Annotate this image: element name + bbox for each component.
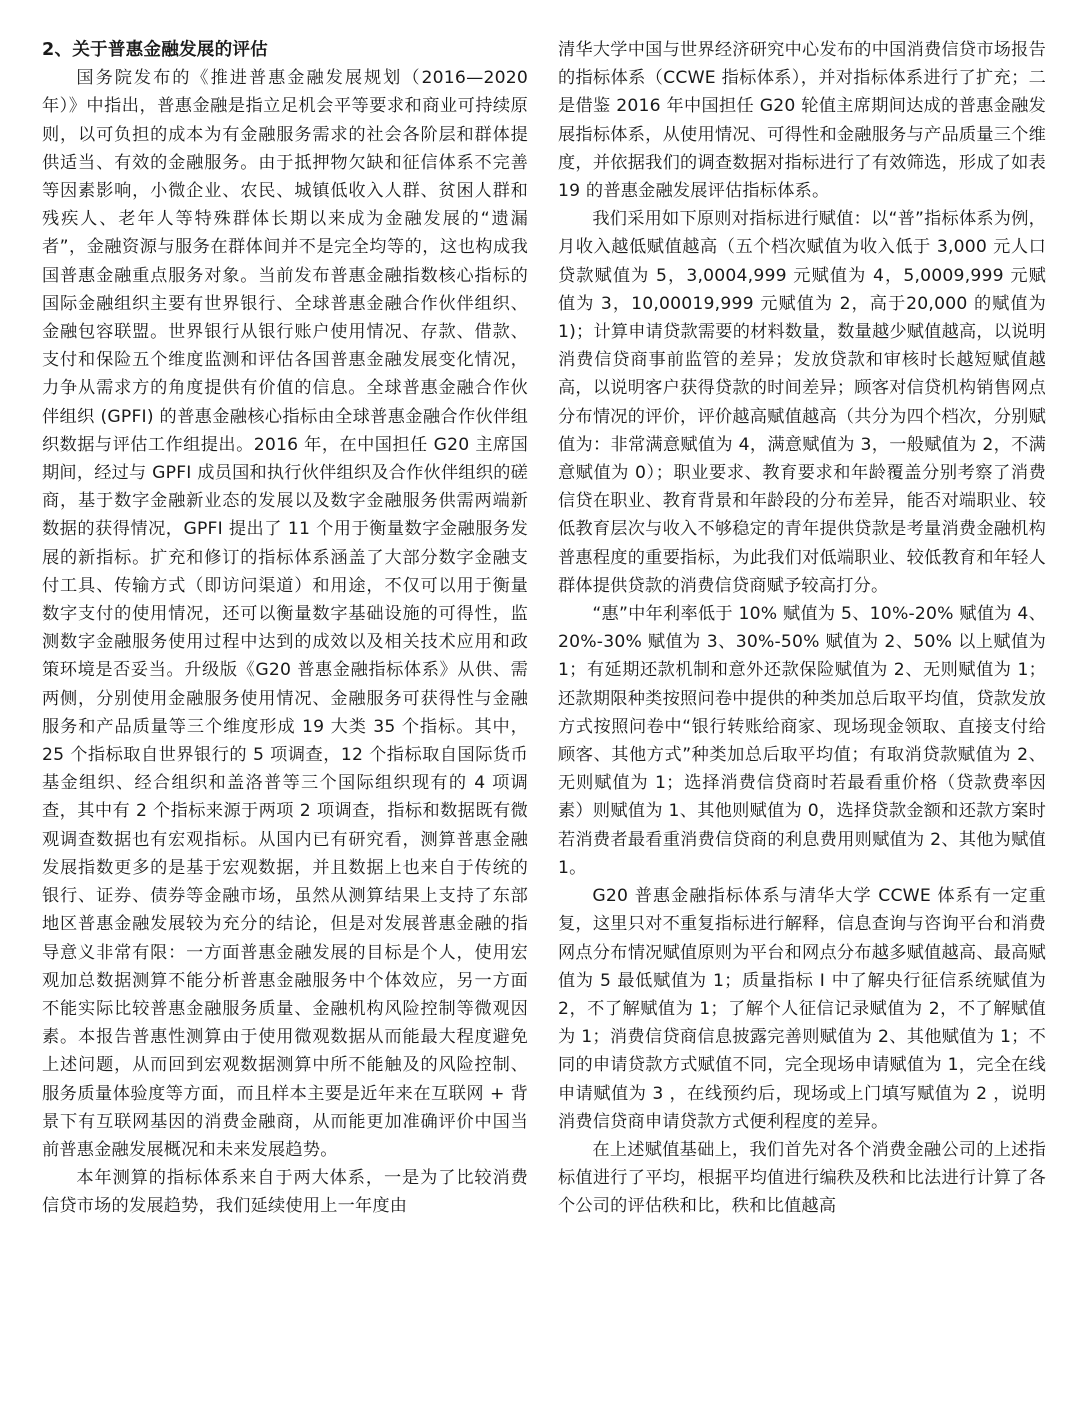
paragraph-pu-assignment: 我们采用如下原则对指标进行赋值：以“普”指标体系为例，月收入越低赋值越高（五个档次赋值为收入低于 3,000 元人口贷款赋值为 5，3,0004,999 元赋值为 4，5,0009,999 元赋值为 3，10,00019,999 元赋值为 2，高于20,000 的赋值为1)；计算申请贷款需要的材料数量，数量越少赋值越高，以说明消费信贷商事前监管的差异；发放贷款和审核时长越短赋值越高，以说明客户获得贷款的时间差异；顾客对信贷机构销售网点分布情况的评价，评价越高赋值越高（共分为四个档次，分别赋值为：非常满意赋值为 4，满意赋值为 3，一般赋值为 2，不满意赋值为 0）；职业要求、教育要求和年龄覆盖分别考察了消费信贷在职业、教育背景和年龄段的分布差异，能否对端职业、较低教育层次与收入不够稳定的青年提供贷款是考量消费金融机构普惠程度的重要指标，为此我们对低端职业、较低教育和年轻人群体提供贷款的消费信贷商赋予较高打分。 (558, 209, 1046, 596)
paragraph-indicator-system-intro: 本年测算的指标体系来自于两大体系，一是为了比较消费信贷市场的发展趋势，我们延续使用上一年度由 (42, 1168, 528, 1217)
paragraph-indicator-system-continued: 清华大学中国与世界经济研究中心发布的中国消费信贷市场报告的指标体系（CCWE 指标体系），并对指标体系进行了扩充；二是借鉴 2016 年中国担任 G20 轮值主席期间达成的普惠金融发展指标体系，从使用情况、可得性和金融服务与产品质量三个维度，并依据我们的调查数据对指标进行了有效筛选，形成了如表 19 的普惠金融发展评估指标体系。 (558, 40, 1046, 202)
paragraph-rank-sum-ratio: 在上述赋值基础上，我们首先对各个消费金融公司的上述指标值进行了平均，根据平均值进行编秩及秩和比法进行计算了各个公司的评估秩和比，秩和比值越高 (558, 1139, 1046, 1217)
section-title: 2、关于普惠金融发展的评估 (42, 40, 268, 60)
paragraph-hui-assignment: “惠”中年利率低于 10% 赋值为 5、10%-20% 赋值为 4、20%-30% 赋值为 3、30%-50% 赋值为 2、50% 以上赋值为 1；有延期还款机制和意外还款保险赋值为 2、无则赋值为 1；还款期限种类按照问卷中提供的种类加总后取平均值，贷款发放方式按照问卷中“银行转账给商家、现场现金领取、直接支付给顾客、其他方式”种类加总后取平均值；有取消贷款赋值为 2、无则赋值为 1；选择消费信贷商时若最看重价格（贷款费率因素）则赋值为 1、其他则赋值为 0，选择贷款金额和还款方案时若消费者最看重消费信贷商的利息费用则赋值为 2、其他为赋值 1。 (558, 604, 1046, 878)
right-column (558, 36, 1046, 1221)
left-column (42, 36, 528, 1221)
paragraph-inclusive-finance-intro: 国务院发布的《推进普惠金融发展规划（2016—2020 年）》中指出，普惠金融是指立足机会平等要求和商业可持续原则，以可负担的成本为有金融服务需求的社会各阶层和群体提供适当、有效的金融服务。由于抵押物欠缺和征信体系不完善等因素影响，小微企业、农民、城镇低收入人群、贫困人群和残疾人、老年人等特殊群体长期以来成为金融发展的“遗漏者”，金融资源与服务在群体间并不是完全均等的，这也构成我国普惠金融重点服务对象。当前发布普惠金融指数核心指标的国际金融组织主要有世界银行、全球普惠金融合作伙伴组织、金融包容联盟。世界银行从银行账户使用情况、存款、借款、支付和保险五个维度监测和评估各国普惠金融发展变化情况，力争从需求方的角度提供有价值的信息。全球普惠金融合作伙伴组织 (GPFI) 的普惠金融核心指标由全球普惠金融合作伙伴组织数据与评估工作组提出。2016 年，在中国担任 G20 主席国期间，经过与 GPFI 成员国和执行伙伴组织及合作伙伴组织的磋商，基于数字金融新业态的发展以及数字金融服务供需两端新数据的获得情况，GPFI 提出了 11 个用于衡量数字金融服务发展的新指标。扩充和修订的指标体系涵盖了大部分数字金融支付工具、传输方式（即访问渠道）和用途，不仅可以用于衡量数字支付的使用情况，还可以衡量数字基础设施的可得性，监测数字金融服务使用过程中达到的成效以及相关技术应用和政策环境是否妥当。升级版《G20 普惠金融指标体系》从供、需两侧，分别使用金融服务使用情况、金融服务可获得性与金融服务和产品质量等三个维度形成 19 大类 35 个指标。其中，25 个指标取自世界银行的 5 项调查，12 个指标取自国际货币基金组织、经合组织和盖洛普等三个国际组织现有的 4 项调查，其中有 2 个指标来源于两项 2 项调查，指标和数据既有微观调查数据也有宏观指标。从国内已有研究看，测算普惠金融发展指数更多的是基于宏观数据，并且数据上也来自于传统的银行、证券、债券等金融市场，虽然从测算结果上支持了东部地区普惠金融发展较为充分的结论，但是对发展普惠金融的指导意义非常有限：一方面普惠金融发展的目标是个人，使用宏观加总数据测算不能分析普惠金融服务中个体效应，另一方面不能实际比较普惠金融服务质量、金融机构风险控制等微观因素。本报告普惠性测算由于使用微观数据从而能最大程度避免上述问题，从而回到宏观数据测算中所不能触及的风险控制、服务质量体验度等方面，而且样本主要是近年来在互联网 + 背景下有互联网基因的消费金融商，从而能更加准确评价中国当前普惠金融发展概况和未来发展趋势。 (42, 68, 528, 1160)
paragraph-g20-ccwe: G20 普惠金融指标体系与清华大学 CCWE 体系有一定重复，这里只对不重复指标进行解释，信息查询与咨询平台和消费网点分布情况赋值原则为平台和网点分布越多赋值越高、最高赋值为 5 最低赋值为 1；质量指标 Ⅰ 中了解央行征信系统赋值为 2，不了解赋值为 1；了解个人征信记录赋值为 2，不了解赋值为 1；消费信贷商信息披露完善则赋值为 2、其他赋值为 1；不同的申请贷款方式赋值不同，完全现场申请赋值为 1，完全在线申请赋值为 3 ，在线预约后，现场或上门填写赋值为 2 ，说明消费信贷商申请贷款方式便利程度的差异。 (558, 886, 1046, 1132)
